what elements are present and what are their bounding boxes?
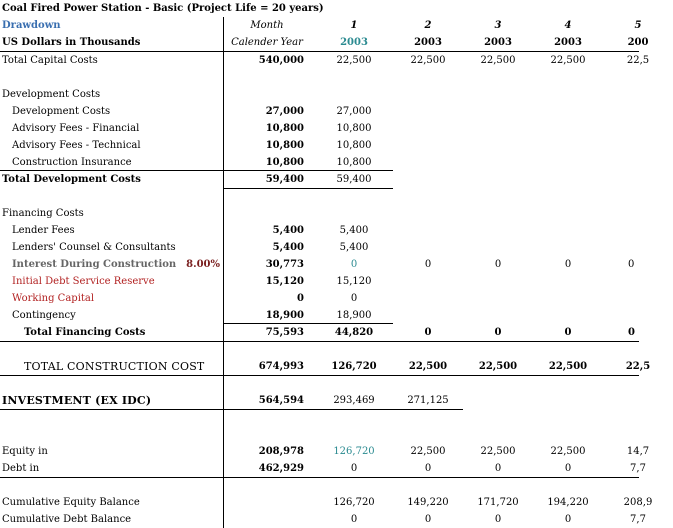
month-label[interactable]: Month [250, 20, 284, 31]
debt-in-total[interactable]: 462,929 [258, 463, 304, 474]
dsr-row [0, 273, 639, 290]
equity-in-label[interactable]: Equity in [2, 446, 48, 457]
total-capital-m4[interactable]: 22,500 [550, 55, 586, 66]
total-financing-m5[interactable]: 0 [628, 327, 635, 338]
cum-equity-m4[interactable]: 194,220 [547, 497, 589, 508]
drawdown-label[interactable]: Drawdown [2, 20, 61, 31]
construction-label[interactable]: TOTAL CONSTRUCTION COST [24, 360, 205, 373]
construction-m4[interactable]: 22,500 [548, 361, 588, 372]
development-heading-row [0, 86, 639, 103]
debt-in-m5[interactable]: 7,7 [630, 463, 646, 474]
development-heading[interactable]: Development Costs [2, 89, 101, 100]
investment-m2[interactable]: 271,125 [407, 395, 449, 406]
investment-row [0, 392, 639, 409]
construction-insurance-total[interactable]: 10,800 [265, 157, 304, 168]
total-capital-m1[interactable]: 22,500 [336, 55, 372, 66]
idc-rate[interactable]: 8.00% [186, 259, 220, 270]
year-cell-5[interactable]: 200 [627, 37, 649, 48]
total-financing-row [0, 324, 639, 341]
construction-row [0, 358, 651, 375]
idc-m2[interactable]: 0 [424, 259, 432, 270]
total-capital-m5[interactable]: 22,5 [626, 55, 650, 66]
contingency-total[interactable]: 18,900 [265, 310, 304, 321]
year-cell-4[interactable]: 2003 [554, 37, 582, 48]
cum-debt-m1[interactable]: 0 [350, 514, 358, 525]
lenders-counsel-total[interactable]: 5,400 [272, 242, 304, 253]
advisory-financial-label[interactable]: Advisory Fees - Financial [12, 123, 140, 134]
cum-debt-row [0, 511, 646, 528]
total-financing-label[interactable]: Total Financing Costs [24, 327, 146, 338]
debt-in-row [0, 460, 646, 477]
total-development-total[interactable]: 59,400 [265, 174, 304, 185]
equity-in-m2[interactable]: 22,500 [410, 446, 446, 457]
development-total-underline [224, 188, 393, 189]
total-capital-m3[interactable]: 22,500 [480, 55, 516, 66]
cum-debt-m2[interactable]: 0 [424, 514, 432, 525]
working-capital-m1[interactable]: 0 [350, 293, 358, 304]
construction-underline [0, 375, 639, 376]
equity-in-m5[interactable]: 14,7 [626, 446, 650, 457]
calendar-year-label[interactable]: Calender Year [231, 37, 303, 48]
financing-heading-row [0, 205, 639, 222]
development-costs-total[interactable]: 27,000 [265, 106, 304, 117]
equity-in-m1[interactable]: 126,720 [333, 446, 375, 457]
lenders-counsel-row [0, 239, 639, 256]
equity-in-total[interactable]: 208,978 [258, 446, 304, 457]
dsr-total[interactable]: 15,120 [265, 276, 304, 287]
cum-equity-m5[interactable]: 208,9 [623, 497, 653, 508]
construction-m1[interactable]: 126,720 [331, 361, 377, 372]
cum-debt-m5[interactable]: 7,7 [630, 514, 646, 525]
idc-m4[interactable]: 0 [564, 259, 572, 270]
advisory-financial-m1[interactable]: 10,800 [336, 123, 372, 134]
cum-equity-label[interactable]: Cumulative Equity Balance [2, 497, 140, 508]
total-financing-m2[interactable]: 0 [424, 327, 432, 338]
working-capital-label[interactable]: Working Capital [12, 293, 95, 304]
development-costs-label[interactable]: Development Costs [12, 106, 111, 117]
construction-total[interactable]: 674,993 [258, 361, 304, 372]
advisory-financial-row [0, 120, 639, 137]
debt-in-m2[interactable]: 0 [424, 463, 432, 474]
debt-in-m3[interactable]: 0 [494, 463, 502, 474]
dsr-m1[interactable]: 15,120 [336, 276, 372, 287]
total-financing-m3[interactable]: 0 [494, 327, 502, 338]
lenders-counsel-label[interactable]: Lenders' Counsel & Consultants [12, 242, 176, 253]
total-capital-m2[interactable]: 22,500 [410, 55, 446, 66]
sheet-title[interactable]: Coal Fired Power Station - Basic (Project Life = 20 years) [2, 3, 324, 14]
cum-debt-label[interactable]: Cumulative Debt Balance [2, 514, 132, 525]
title-row [0, 0, 639, 17]
financing-heading[interactable]: Financing Costs [2, 208, 84, 219]
idc-m5[interactable]: 0 [628, 259, 635, 270]
month-row [0, 17, 642, 34]
idc-row [0, 256, 639, 273]
cum-equity-m3[interactable]: 171,720 [477, 497, 519, 508]
year-cell-3[interactable]: 2003 [484, 37, 512, 48]
investment-underline [0, 409, 463, 410]
equity-debt-underline [0, 477, 639, 478]
idc-m3[interactable]: 0 [494, 259, 502, 270]
construction-m5[interactable]: 22,5 [625, 361, 651, 372]
total-capital-label[interactable]: Total Capital Costs [2, 55, 98, 66]
debt-in-m4[interactable]: 0 [564, 463, 572, 474]
total-financing-total[interactable]: 75,593 [265, 327, 304, 338]
cum-equity-m1[interactable]: 126,720 [333, 497, 375, 508]
advisory-financial-total[interactable]: 10,800 [265, 123, 304, 134]
advisory-technical-m1[interactable]: 10,800 [336, 140, 372, 151]
advisory-technical-row [0, 137, 639, 154]
investment-label[interactable]: INVESTMENT (EX IDC) [2, 394, 152, 407]
month-cell-1[interactable]: 1 [350, 20, 358, 31]
working-capital-row [0, 290, 639, 307]
currency-label[interactable]: US Dollars in Thousands [2, 37, 141, 48]
lender-fees-row [0, 222, 639, 239]
equity-in-row [0, 443, 650, 460]
development-costs-m1[interactable]: 27,000 [336, 106, 372, 117]
total-development-m1[interactable]: 59,400 [336, 174, 372, 185]
month-cell-4[interactable]: 4 [564, 20, 572, 31]
cum-equity-row [0, 494, 653, 511]
advisory-technical-label[interactable]: Advisory Fees - Technical [12, 140, 141, 151]
dsr-label[interactable]: Initial Debt Service Reserve [12, 276, 155, 287]
total-financing-m1[interactable]: 44,820 [334, 327, 374, 338]
equity-in-m4[interactable]: 22,500 [550, 446, 586, 457]
lender-fees-m1[interactable]: 5,400 [339, 225, 369, 236]
idc-total[interactable]: 30,773 [265, 259, 304, 270]
month-cell-2[interactable]: 2 [424, 20, 432, 31]
lenders-counsel-m1[interactable]: 5,400 [339, 242, 369, 253]
contingency-label[interactable]: Contingency [12, 310, 76, 321]
lender-fees-total[interactable]: 5,400 [272, 225, 304, 236]
month-cell-5[interactable]: 5 [634, 20, 642, 31]
idc-m1[interactable]: 0 [350, 259, 358, 270]
cum-debt-m4[interactable]: 0 [564, 514, 572, 525]
construction-m2[interactable]: 22,500 [408, 361, 448, 372]
debt-in-m1[interactable]: 0 [350, 463, 358, 474]
lender-fees-label[interactable]: Lender Fees [12, 225, 75, 236]
construction-insurance-label[interactable]: Construction Insurance [12, 157, 132, 168]
contingency-m1[interactable]: 18,900 [336, 310, 372, 321]
construction-insurance-m1[interactable]: 10,800 [336, 157, 372, 168]
investment-total[interactable]: 564,594 [258, 395, 304, 406]
construction-m3[interactable]: 22,500 [478, 361, 518, 372]
construction-insurance-row [0, 154, 639, 171]
advisory-technical-total[interactable]: 10,800 [265, 140, 304, 151]
cum-equity-m2[interactable]: 149,220 [407, 497, 449, 508]
financing-total-underline [0, 341, 639, 342]
total-capital-total[interactable]: 540,000 [258, 55, 304, 66]
working-capital-total[interactable]: 0 [297, 293, 304, 304]
total-capital-row [0, 52, 650, 69]
month-cell-3[interactable]: 3 [494, 20, 502, 31]
total-development-row [0, 171, 639, 188]
cum-debt-m3[interactable]: 0 [494, 514, 502, 525]
total-development-label[interactable]: Total Development Costs [2, 174, 141, 185]
equity-in-m3[interactable]: 22,500 [480, 446, 516, 457]
investment-m1[interactable]: 293,469 [333, 395, 375, 406]
year-cell-2[interactable]: 2003 [414, 37, 442, 48]
idc-label[interactable]: Interest During Construction [12, 259, 177, 270]
debt-in-label[interactable]: Debt in [2, 463, 40, 474]
year-row [0, 34, 649, 51]
contingency-row [0, 307, 639, 324]
total-financing-m4[interactable]: 0 [564, 327, 572, 338]
year-cell-1[interactable]: 2003 [340, 37, 368, 48]
development-costs-row [0, 103, 639, 120]
